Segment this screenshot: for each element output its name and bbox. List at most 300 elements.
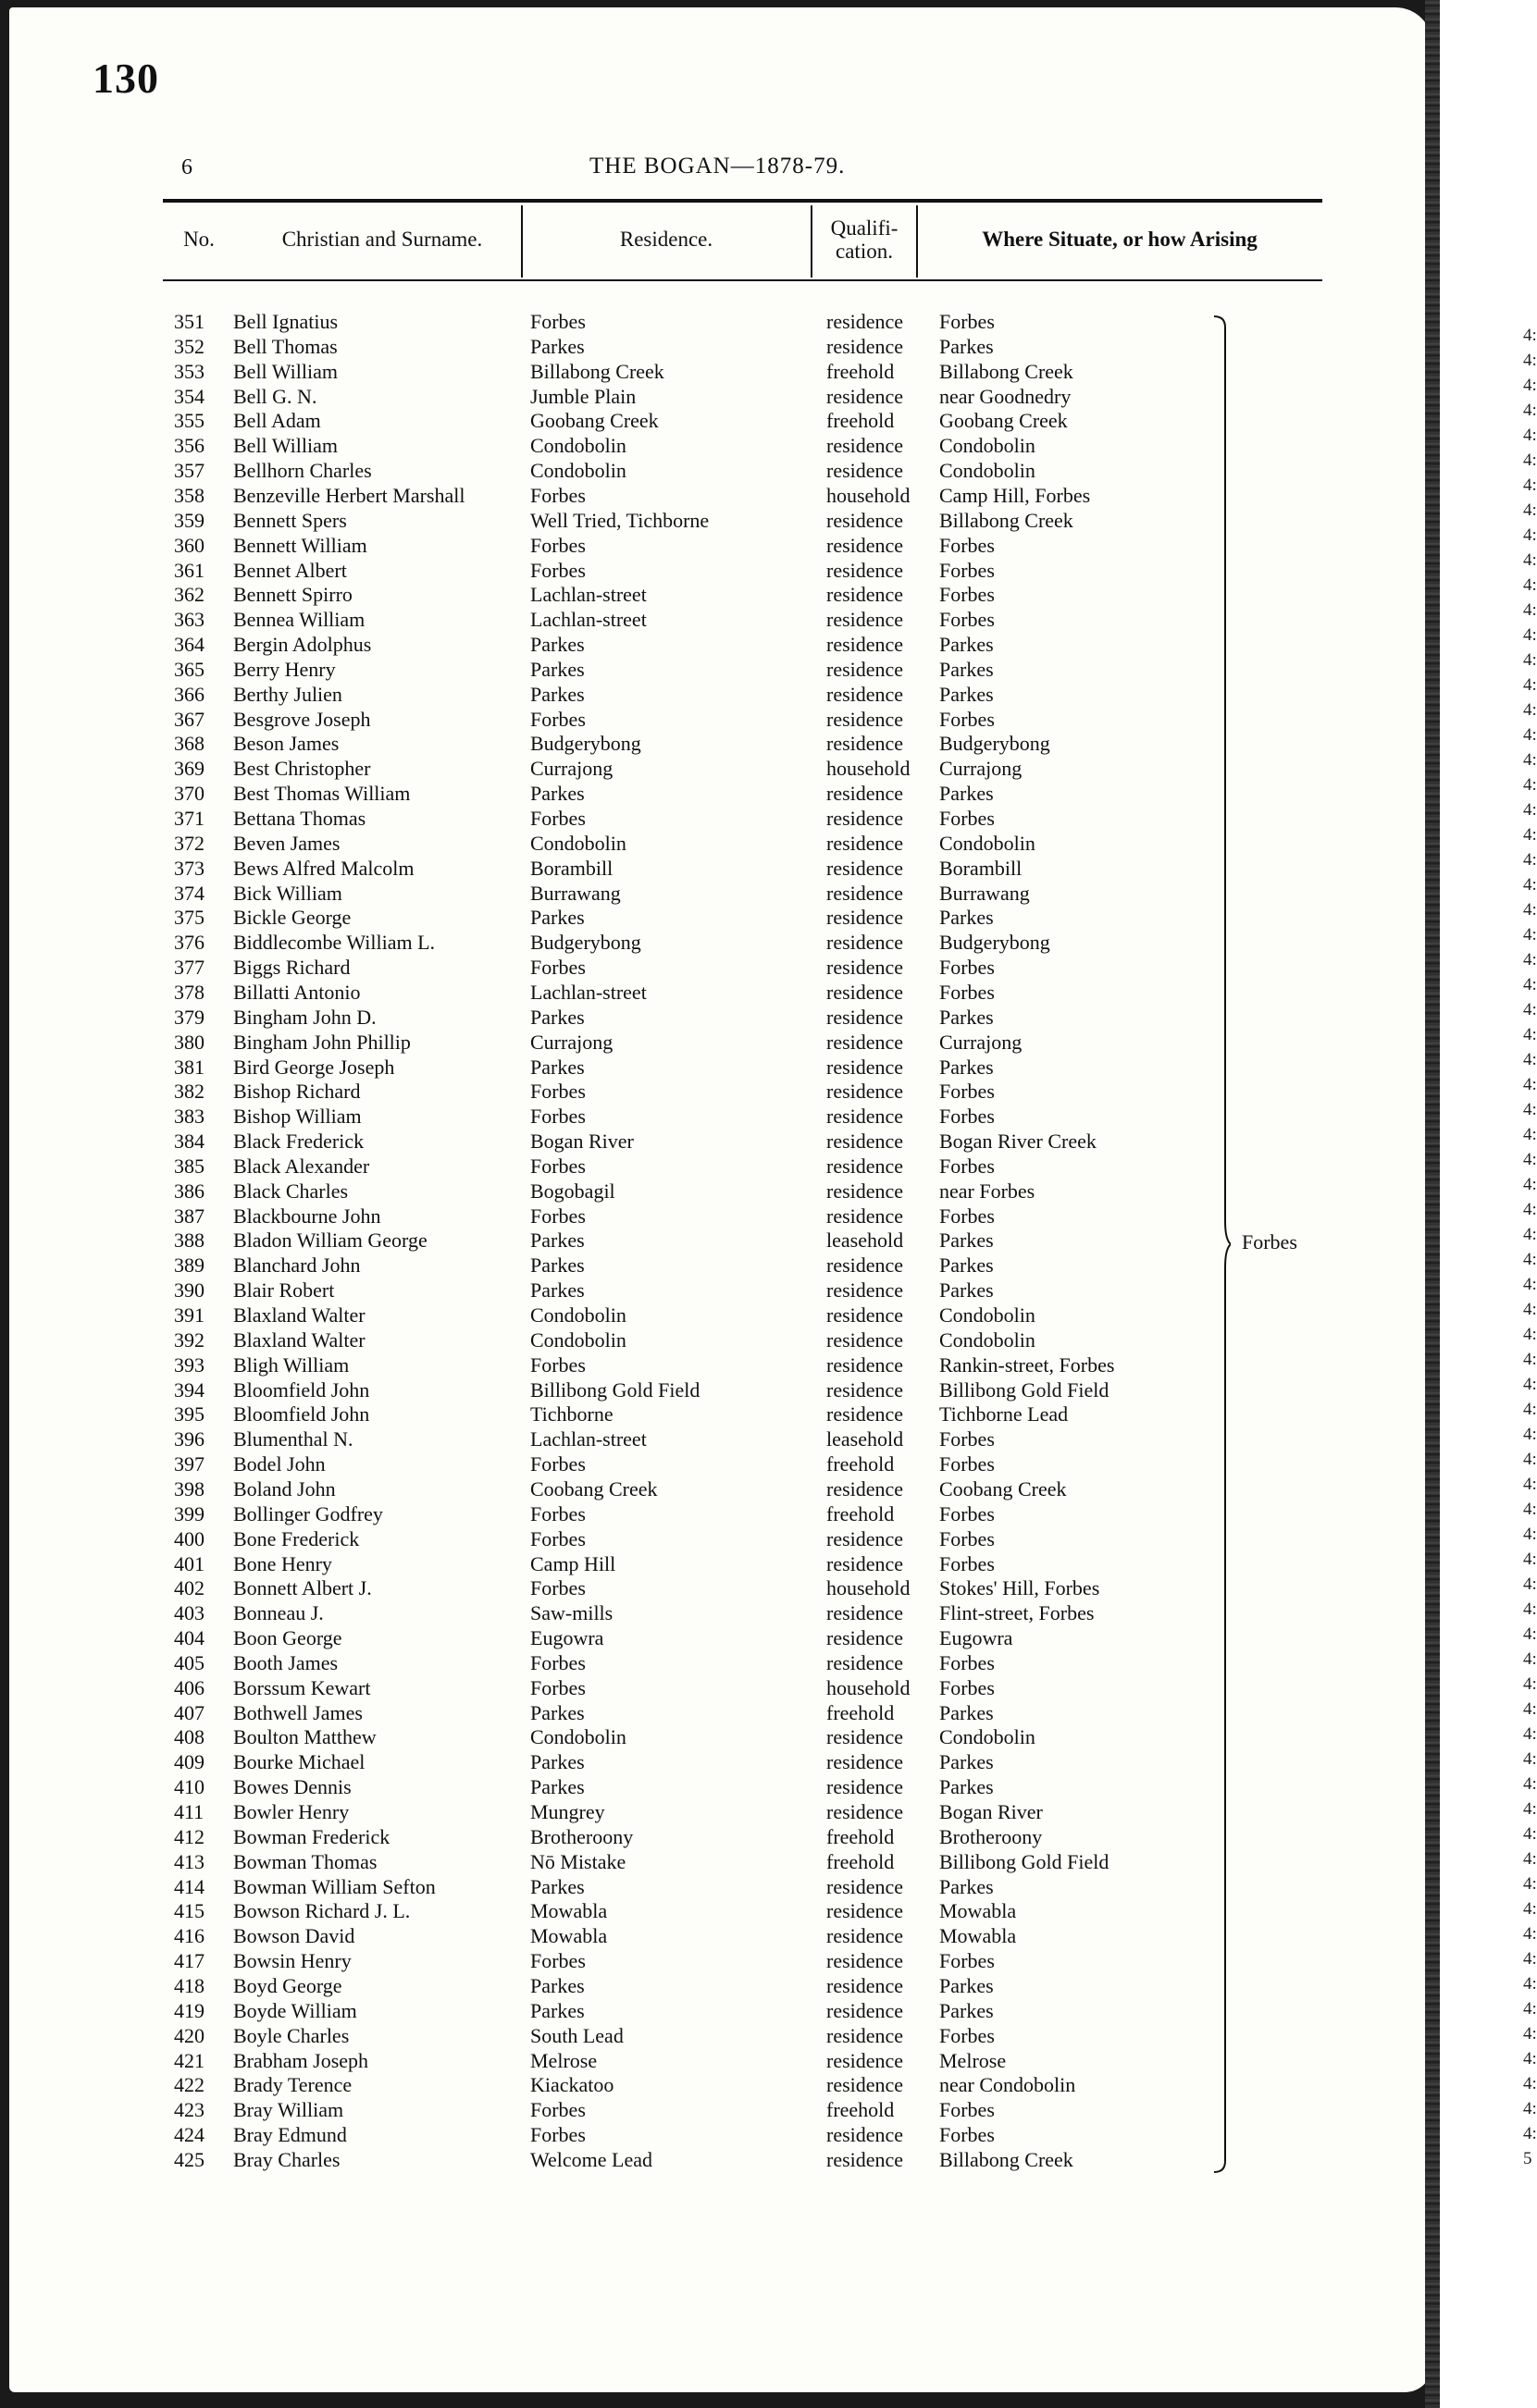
entry-residence: Nō Mistake (530, 1849, 626, 1873)
entry-number: 397 (174, 1452, 205, 1476)
entry-residence: Currajong (530, 757, 614, 781)
entry-where: Parkes (939, 1775, 994, 1799)
entry-residence: Kiackatoo (530, 2073, 614, 2097)
entry-qualification: residence (826, 1476, 904, 1500)
entry-residence: Mowabla (530, 1899, 608, 1923)
entry-residence: Currajong (530, 1030, 614, 1054)
entry-number: 408 (174, 1725, 205, 1749)
entry-where: Forbes (939, 2123, 995, 2147)
entry-residence: Jumble Plain (530, 384, 637, 408)
table-row (0, 905, 1295, 930)
facing-page-fragment: 4: (1523, 1100, 1537, 1119)
entry-where: near Forbes (939, 1179, 1035, 1203)
facing-page-fragment: 4: (1523, 1874, 1537, 1894)
entry-residence: Parkes (530, 1005, 585, 1029)
entry-where: Parkes (939, 1700, 994, 1724)
table-row (0, 1303, 1295, 1327)
entry-number: 368 (174, 732, 205, 756)
entry-residence: Budgerybong (530, 732, 641, 756)
facing-page-fragment: 4: (1523, 725, 1537, 745)
facing-page-fragment: 4: (1523, 900, 1537, 920)
entry-name: Bollinger Godfrey (233, 1501, 383, 1525)
entry-residence: Parkes (530, 657, 585, 681)
entry-residence: Coobang Creek (530, 1476, 658, 1500)
entry-residence: Forbes (530, 1204, 586, 1228)
entry-where: Parkes (939, 1973, 994, 1997)
entry-residence: Parkes (530, 1973, 585, 1997)
entry-where: Forbes (939, 583, 995, 607)
entry-name: Bladon William George (233, 1229, 428, 1253)
entry-name: Beson James (233, 732, 340, 756)
facing-page-fragment: 4: (1523, 675, 1537, 695)
entry-qualification: freehold (826, 359, 895, 383)
entry-qualification: residence (826, 1105, 904, 1129)
entry-qualification: residence (826, 881, 904, 905)
entry-where: Billabong Creek (939, 359, 1073, 383)
entry-qualification: residence (826, 1601, 904, 1625)
facing-page-fragment: 4: (1523, 1574, 1537, 1594)
facing-page-fragment: 4: (1523, 650, 1537, 670)
entry-residence: Forbes (530, 707, 586, 731)
facing-page-fragment: 4: (1523, 750, 1537, 770)
entry-where: Forbes (939, 533, 995, 557)
entry-number: 385 (174, 1154, 205, 1178)
entry-qualification: leasehold (826, 1427, 904, 1451)
table-row (0, 806, 1295, 831)
entry-number: 367 (174, 707, 205, 731)
entry-where: Forbes (939, 1154, 995, 1178)
entry-where: Forbes (939, 310, 995, 333)
entry-where: Forbes (939, 1551, 995, 1575)
entry-residence: Eugowra (530, 1626, 604, 1650)
header-qualification-line1: Qualifi- (830, 216, 899, 240)
entry-qualification: residence (826, 633, 904, 657)
entry-name: Boland John (233, 1476, 336, 1500)
entry-number: 381 (174, 1055, 205, 1079)
header-name: Christian and Surname. (281, 228, 483, 251)
facing-page-fragment: 4: (1523, 1300, 1537, 1319)
entry-where: Condobolin (939, 831, 1035, 855)
facing-page-fragment: 4: (1523, 2049, 1537, 2068)
table-row (0, 582, 1295, 607)
entry-where: Forbes (939, 707, 995, 731)
entry-where: Parkes (939, 906, 994, 930)
entry-number: 401 (174, 1551, 205, 1575)
entry-qualification: residence (826, 1402, 904, 1426)
entry-name: Bray Charles (233, 2147, 341, 2171)
table-row (0, 1675, 1295, 1700)
table-row (0, 1104, 1295, 1129)
entry-name: Bird George Joseph (233, 1055, 395, 1079)
table-row (0, 1476, 1295, 1501)
entry-name: Bell William (233, 434, 338, 458)
entry-number: 352 (174, 334, 205, 358)
entry-name: Besgrove Joseph (233, 707, 371, 731)
table-row (0, 632, 1295, 657)
entry-where: Bogan River (939, 1800, 1043, 1823)
facing-page-fragment: 4: (1523, 975, 1537, 994)
entry-where: Parkes (939, 1998, 994, 2022)
facing-page-fragment: 4: (1523, 1999, 1537, 2019)
entry-qualification: freehold (826, 1824, 895, 1848)
facing-page-fragment: 4: (1523, 2074, 1537, 2093)
entry-name: Bodel John (233, 1452, 326, 1476)
entry-qualification: residence (826, 931, 904, 955)
entry-residence: Billibong Gold Field (530, 1377, 700, 1402)
entry-number: 372 (174, 831, 205, 855)
entry-number: 379 (174, 1005, 205, 1029)
sheet-number: 6 (181, 155, 192, 179)
table-row (0, 533, 1295, 558)
table-row (0, 433, 1295, 458)
entry-number: 369 (174, 757, 205, 781)
table-row (0, 1253, 1295, 1278)
entry-residence: Parkes (530, 1775, 585, 1799)
entry-where: Currajong (939, 757, 1023, 781)
facing-page-fragment: 4: (1523, 326, 1537, 345)
entry-number: 371 (174, 807, 205, 830)
entry-where: Melrose (939, 2048, 1007, 2072)
facing-page-fragment: 4: (1523, 825, 1537, 845)
entry-number: 362 (174, 583, 205, 607)
table-row (0, 707, 1295, 732)
facing-page-fragment: 4: (1523, 1699, 1537, 1719)
entry-name: Bowman Thomas (233, 1849, 378, 1873)
table-row (0, 384, 1295, 409)
facing-page-fragment: 4: (1523, 1550, 1537, 1569)
entry-name: Black Alexander (233, 1154, 370, 1178)
table-row (0, 1849, 1295, 1874)
table-row (0, 1700, 1295, 1725)
entry-where: Billibong Gold Field (939, 1849, 1109, 1873)
entry-name: Best Thomas William (233, 782, 411, 806)
table-row (0, 856, 1295, 881)
entry-residence: Forbes (530, 807, 586, 830)
entry-name: Bray William (233, 2098, 344, 2122)
facing-page-fragment: 4: (1523, 451, 1537, 470)
table-row (0, 1824, 1295, 1849)
entry-qualification: residence (826, 384, 904, 408)
entry-residence: Welcome Lead (530, 2147, 652, 2171)
table-row (0, 2023, 1295, 2048)
entry-where: near Goodnedry (939, 384, 1072, 408)
entry-number: 377 (174, 956, 205, 980)
entry-number: 365 (174, 657, 205, 681)
entry-number: 380 (174, 1030, 205, 1054)
entry-qualification: residence (826, 1080, 904, 1104)
entry-qualification: residence (826, 508, 904, 532)
facing-page-fragment: 4: (1523, 1849, 1537, 1869)
table-row (0, 408, 1295, 433)
entry-where: Forbes (939, 608, 995, 632)
header-top-rule (163, 199, 1322, 203)
facing-page-fragment: 4: (1523, 351, 1537, 370)
entry-qualification: residence (826, 2048, 904, 2072)
entry-residence: Parkes (530, 1229, 585, 1253)
entry-where: Forbes (939, 2023, 995, 2047)
facing-page-fragment: 4: (1523, 1724, 1537, 1744)
entry-where: Parkes (939, 682, 994, 706)
entry-number: 378 (174, 980, 205, 1004)
entry-name: Brabham Joseph (233, 2048, 369, 2072)
entry-name: Borssum Kewart (233, 1675, 371, 1699)
entry-qualification: residence (826, 1626, 904, 1650)
entry-number: 366 (174, 682, 205, 706)
entry-name: Blumenthal N. (233, 1427, 353, 1451)
facing-page-fragment: 4: (1523, 1649, 1537, 1669)
entry-residence: Forbes (530, 1154, 586, 1178)
table-row (0, 309, 1295, 334)
entry-residence: Forbes (530, 1452, 586, 1476)
entry-qualification: residence (826, 1204, 904, 1228)
entry-number: 415 (174, 1899, 205, 1923)
entry-residence: Budgerybong (530, 931, 641, 955)
entry-number: 417 (174, 1949, 205, 1973)
table-row (0, 1377, 1295, 1402)
entry-where: Billabong Creek (939, 508, 1073, 532)
table-row (0, 731, 1295, 756)
table-row (0, 1451, 1295, 1476)
entry-name: Blaxland Walter (233, 1327, 366, 1352)
entry-where: Condobolin (939, 459, 1035, 483)
entry-where: Budgerybong (939, 732, 1050, 756)
table-row (0, 1600, 1295, 1625)
entry-name: Billatti Antonio (233, 980, 361, 1004)
entry-residence: Camp Hill (530, 1551, 616, 1575)
entry-residence: Well Tried, Tichborne (530, 508, 710, 532)
table-row (0, 2122, 1295, 2147)
entry-name: Boyd George (233, 1973, 342, 1997)
table-row (0, 458, 1295, 483)
entry-where: Bogan River Creek (939, 1130, 1097, 1154)
entry-qualification: freehold (826, 409, 895, 433)
table-row (0, 1204, 1295, 1229)
entry-name: Bonneau J. (233, 1601, 324, 1625)
entry-name: Blair Robert (233, 1278, 335, 1303)
entry-name: Bell Thomas (233, 334, 338, 358)
table-row (0, 1650, 1295, 1675)
entry-name: Bell Ignatius (233, 310, 339, 333)
entry-where: Parkes (939, 334, 994, 358)
entry-name: Bell William (233, 359, 338, 383)
facing-page-fragment: 4: (1523, 475, 1537, 495)
entry-qualification: residence (826, 1154, 904, 1178)
entry-residence: Parkes (530, 906, 585, 930)
entry-name: Beven James (233, 831, 341, 855)
entry-qualification: residence (826, 1924, 904, 1948)
table-row (0, 1154, 1295, 1179)
entry-residence: Condobolin (530, 434, 626, 458)
entry-name: Bowson David (233, 1924, 355, 1948)
entry-name: Bennett Spirro (233, 583, 353, 607)
entry-residence: Forbes (530, 558, 586, 582)
entry-residence: Lachlan-street (530, 583, 647, 607)
entry-where: Parkes (939, 633, 994, 657)
entry-number: 383 (174, 1105, 205, 1129)
entry-name: Bowsin Henry (233, 1949, 352, 1973)
entry-number: 393 (174, 1352, 205, 1377)
table-row (0, 1749, 1295, 1774)
entry-number: 424 (174, 2123, 205, 2147)
entry-residence: Goobang Creek (530, 409, 659, 433)
entry-name: Bowler Henry (233, 1800, 350, 1823)
entry-number: 359 (174, 508, 205, 532)
facing-page-fragment: 4: (1523, 550, 1537, 570)
entry-number: 355 (174, 409, 205, 433)
facing-page-fragment: 4: (1523, 625, 1537, 645)
entry-where: Eugowra (939, 1626, 1013, 1650)
header-where: Where Situate, or how Arising (982, 228, 1258, 251)
facing-page-fragment: 4: (1523, 1924, 1537, 1944)
table-row (0, 1526, 1295, 1551)
entry-qualification: residence (826, 682, 904, 706)
entry-residence: Parkes (530, 1055, 585, 1079)
entry-number: 396 (174, 1427, 205, 1451)
entry-number: 353 (174, 359, 205, 383)
entry-number: 410 (174, 1775, 205, 1799)
entry-name: Bishop William (233, 1105, 362, 1129)
entry-residence: South Lead (530, 2023, 624, 2047)
facing-page-fragment: 4: (1523, 2024, 1537, 2044)
entry-number: 376 (174, 931, 205, 955)
entry-number: 418 (174, 1973, 205, 1997)
table-row (0, 359, 1295, 384)
entry-where: Condobolin (939, 1303, 1035, 1327)
entry-name: Bone Henry (233, 1551, 332, 1575)
facing-page-fragment: 4: (1523, 1075, 1537, 1094)
entry-residence: Forbes (530, 533, 586, 557)
entry-qualification: freehold (826, 1452, 895, 1476)
table-row (0, 1228, 1295, 1253)
entry-where: Camp Hill, Forbes (939, 483, 1091, 507)
entry-where: Condobolin (939, 1327, 1035, 1352)
entry-name: Blaxland Walter (233, 1303, 366, 1327)
entry-qualification: residence (826, 1327, 904, 1352)
entry-name: Boyle Charles (233, 2023, 350, 2047)
table-row (0, 1278, 1295, 1303)
entry-number: 358 (174, 483, 205, 507)
entry-residence: Forbes (530, 1576, 586, 1600)
entry-number: 357 (174, 459, 205, 483)
column-divider (916, 205, 918, 278)
entry-qualification: residence (826, 807, 904, 830)
entry-number: 382 (174, 1080, 205, 1104)
entry-qualification: residence (826, 1179, 904, 1203)
entry-number: 413 (174, 1849, 205, 1873)
entry-name: Bloomfield John (233, 1402, 370, 1426)
entry-number: 420 (174, 2023, 205, 2047)
entry-name: Bennet Albert (233, 558, 347, 582)
facing-page-fragment: 5 (1523, 2149, 1532, 2168)
entry-qualification: residence (826, 831, 904, 855)
table-row (0, 1575, 1295, 1600)
entry-name: Biddlecombe William L. (233, 931, 436, 955)
entry-number: 416 (174, 1924, 205, 1948)
entry-residence: Brotheroony (530, 1824, 634, 1848)
entry-qualification: residence (826, 608, 904, 632)
entry-where: Forbes (939, 1105, 995, 1129)
table-row (0, 1005, 1295, 1030)
entry-residence: Forbes (530, 2123, 586, 2147)
entry-number: 398 (174, 1476, 205, 1500)
entry-qualification: residence (826, 1899, 904, 1923)
group-brace (1212, 315, 1231, 2174)
entry-where: Forbes (939, 1427, 995, 1451)
entry-residence: Melrose (530, 2048, 598, 2072)
entry-residence: Lachlan-street (530, 1427, 647, 1451)
entry-residence: Mungrey (530, 1800, 605, 1823)
facing-page-fragment: 4: (1523, 1375, 1537, 1394)
entry-residence: Lachlan-street (530, 608, 647, 632)
facing-page-fragment: 4: (1523, 1899, 1537, 1919)
entry-number: 356 (174, 434, 205, 458)
table-row (0, 1030, 1295, 1055)
entry-name: Boulton Matthew (233, 1725, 377, 1749)
entry-residence: Parkes (530, 1278, 585, 1303)
entry-qualification: household (826, 757, 911, 781)
entry-qualification: residence (826, 434, 904, 458)
entry-where: Flint-street, Forbes (939, 1601, 1095, 1625)
facing-page-fragment: 4: (1523, 2124, 1537, 2143)
entry-qualification: residence (826, 980, 904, 1004)
entry-qualification: residence (826, 1130, 904, 1154)
facing-page-fragment: 4: (1523, 950, 1537, 969)
table-row (0, 2048, 1295, 2073)
entry-name: Bourke Michael (233, 1750, 366, 1774)
table-row (0, 1973, 1295, 1998)
entry-name: Bews Alfred Malcolm (233, 856, 415, 880)
entry-qualification: residence (826, 1800, 904, 1823)
entry-residence: Condobolin (530, 1303, 626, 1327)
entry-qualification: leasehold (826, 1229, 904, 1253)
header-qualification (814, 216, 914, 263)
entry-number: 375 (174, 906, 205, 930)
entry-qualification: household (826, 483, 911, 507)
entry-qualification: residence (826, 1377, 904, 1402)
entry-number: 409 (174, 1750, 205, 1774)
entry-number: 386 (174, 1179, 205, 1203)
entry-number: 400 (174, 1526, 205, 1550)
entry-name: Bonnett Albert J. (233, 1576, 372, 1600)
entry-number: 373 (174, 856, 205, 880)
running-title: THE BOGAN—1878-79. (589, 154, 846, 179)
entry-where: Coobang Creek (939, 1476, 1067, 1500)
table-row (0, 607, 1295, 632)
facing-page-fragment: 4: (1523, 600, 1537, 620)
entry-number: 411 (174, 1800, 205, 1823)
entry-name: Bingham John Phillip (233, 1030, 411, 1054)
table-row (0, 1079, 1295, 1104)
facing-page-fragment: 4: (1523, 1974, 1537, 1994)
facing-page-fragment: 4: (1523, 1749, 1537, 1769)
entry-name: Bellhorn Charles (233, 459, 372, 483)
entry-where: Parkes (939, 1278, 994, 1303)
entry-residence: Condobolin (530, 459, 626, 483)
entry-number: 399 (174, 1501, 205, 1525)
entry-qualification: residence (826, 1551, 904, 1575)
entry-number: 360 (174, 533, 205, 557)
entry-number: 422 (174, 2073, 205, 2097)
table-row (0, 1501, 1295, 1526)
entry-qualification: residence (826, 1303, 904, 1327)
entry-number: 425 (174, 2147, 205, 2171)
entry-where: Forbes (939, 1675, 995, 1699)
entry-qualification: residence (826, 1725, 904, 1749)
entry-qualification: freehold (826, 1501, 895, 1525)
table-row (0, 2072, 1295, 2097)
table-row (0, 483, 1295, 508)
entry-qualification: freehold (826, 1700, 895, 1724)
